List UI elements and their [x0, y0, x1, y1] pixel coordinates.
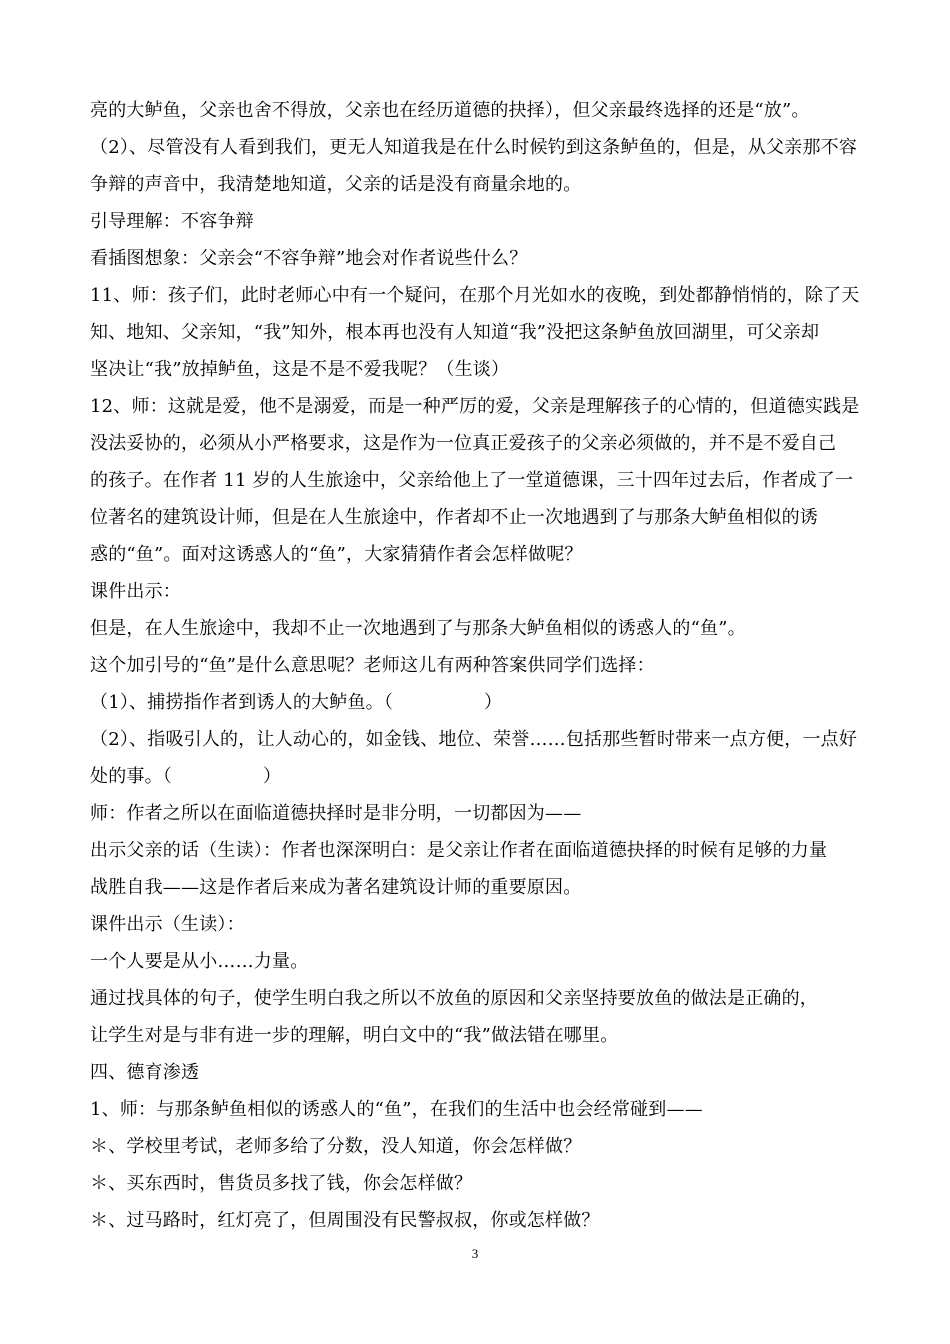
section-heading: 四、德育渗透 [90, 1062, 200, 1083]
text-line: 课件出示： [90, 581, 181, 602]
text-line: 师：作者之所以在面临道德抉择时是非分明，一切都因为—— [90, 803, 582, 824]
text-line: 看插图想象：父亲会“不容争辩”地会对作者说些什么？ [90, 248, 528, 269]
text-line: 让学生对是与非有进一步的理解，明白文中的“我”做法错在哪里。 [90, 1025, 619, 1046]
text-line: 12、师：这就是爱，他不是溺爱，而是一种严厉的爱，父亲是理解孩子的心情的，但道德实践是 [90, 396, 860, 417]
text-line: 处的事。（ ） [90, 766, 282, 787]
text-line: 争辩的声音中，我清楚地知道，父亲的话是没有商量余地的。 [90, 174, 582, 195]
text-line: 11、师：孩子们，此时老师心中有一个疑问，在那个月光如水的夜晚，到处都静悄悄的，除了天 [90, 285, 860, 306]
text-line: 知、地知、父亲知，“我”知外，根本再也没有人知道“我”没把这条鲈鱼放回湖里，可父亲却 [90, 322, 820, 343]
text-line: 一个人要是从小……力量。 [90, 951, 309, 972]
text-line: 战胜自我——这是作者后来成为著名建筑设计师的重要原因。 [90, 877, 582, 898]
text-line: 1、师：与那条鲈鱼相似的诱惑人的“鱼”，在我们的生活中也会经常碰到—— [90, 1099, 703, 1120]
text-line: 的孩子。在作者 11 岁的人生旅途中，父亲给他上了一堂道德课，三十四年过去后，作者成了一 [90, 470, 854, 491]
text-line: 惑的“鱼”。面对这诱惑人的“鱼”，大家猜猜作者会怎样做呢？ [90, 544, 583, 565]
text-line: 引导理解：不容争辩 [90, 211, 254, 232]
text-line: （1）、捕捞指作者到诱人的大鲈鱼。（ ） [90, 692, 503, 713]
list-item: ＊、买东西时，售货员多找了钱，你会怎样做？ [90, 1173, 473, 1194]
list-item: ＊、学校里考试，老师多给了分数，没人知道，你会怎样做？ [90, 1136, 582, 1157]
page-number: 3 [471, 1246, 479, 1261]
text-line: 位著名的建筑设计师，但是在人生旅途中，作者却不止一次地遇到了与那条大鲈鱼相似的诱 [90, 507, 818, 528]
text-line: 但是，在人生旅途中，我却不止一次地遇到了与那条大鲈鱼相似的诱惑人的“鱼”。 [90, 618, 746, 639]
text-line: 坚决让“我”放掉鲈鱼，这是不是不爱我呢？（生谈） [90, 359, 510, 380]
list-item: ＊、过马路时，红灯亮了，但周围没有民警叔叔，你或怎样做？ [90, 1210, 600, 1231]
text-line: （2）、指吸引人的，让人动心的，如金钱、地位、荣誉……包括那些暂时带来一点方便，一点好 [90, 729, 858, 750]
document-body [90, 92, 862, 1239]
text-line: 通过找具体的句子，使学生明白我之所以不放鱼的原因和父亲坚持要放鱼的做法是正确的， [90, 988, 818, 1009]
text-line: 课件出示（生读）： [90, 914, 245, 935]
text-line: 出示父亲的话（生读）：作者也深深明白：是父亲让作者在面临道德抉择的时候有足够的力量 [90, 840, 828, 861]
text-line: 这个加引号的“鱼”是什么意思呢？老师这儿有两种答案供同学们选择： [90, 655, 655, 676]
text-line: 没法妥协的，必须从小严格要求，这是作为一位真正爱孩子的父亲必须做的，并不是不爱自己 [90, 433, 837, 454]
text-line: 亮的大鲈鱼，父亲也舍不得放，父亲也在经历道德的抉择），但父亲最终选择的还是“放”。 [90, 100, 810, 121]
text-line: （2）、尽管没有人看到我们，更无人知道我是在什么时候钓到这条鲈鱼的，但是，从父亲那不容 [90, 137, 858, 158]
